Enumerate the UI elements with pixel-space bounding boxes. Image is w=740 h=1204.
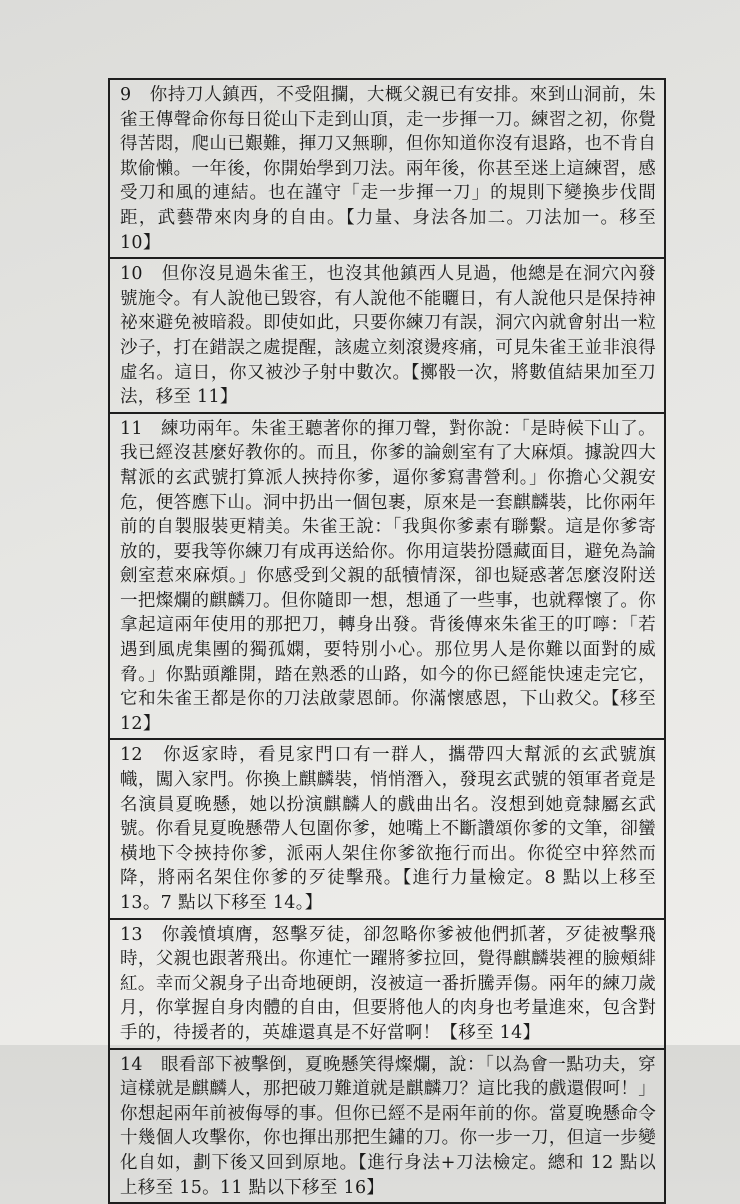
entry-9-text: 9 你持刀人鎮西，不受阻攔，大概父親已有安排。來到山洞前，朱雀王傳聲命你每日從山下走到山頂，走一步揮一刀。練習之初，你覺得苦悶，爬山已艱難，揮刀又無聊，但你知道你沒有退路，也不肯自欺偷懶。一年後，你開始學到刀法。兩年後，你甚至迷上這練習，感受刀和風的連結。也在謹守「走一步揮一刀」的規則下變換步伐間距，武藝帶來肉身的自由。【力量、身法各加二。刀法加一。移至 10】	[120, 85, 656, 253]
entry-13-text: 13 你義憤填膺，怒擊歹徒，卻忽略你爹被他們抓著，歹徒被擊飛時，父親也跟著飛出。你連忙一躍將爹拉回，覺得麒麟裝裡的臉頰緋紅。幸而父親身子出奇地硬朗，沒被這一番折騰弄傷。兩年的練刀歲月，你掌握自身肉體的自由，但要將他人的肉身也考量進來，包含對手的，待援者的，英雄還真是不好當啊！【移至 14】	[120, 924, 656, 1043]
entry-14-text: 14 眼看部下被擊倒，夏晚懸笑得燦爛，說：「以為會一點功夫，穿這樣就是麒麟人，那把破刀難道就是麒麟刀？這比我的戲還假呵！」你想起兩年前被侮辱的事。但你已經不是兩年前的你。當夏晚懸命令十幾個人攻擊你，你也揮出那把生鏽的刀。你一步一刀，但這一步變化自如，劃下後又回到原地。【進行身法+刀法檢定。總和 12 點以上移至 15。11 點以下移至 16】	[120, 1054, 656, 1198]
story-table	[108, 78, 666, 1204]
entry-12-text: 12 你返家時，看見家門口有一群人，攜帶四大幫派的玄武號旗幟，闖入家門。你換上麒麟裝，悄悄潛入，發現玄武號的領軍者竟是名演員夏晚懸，她以扮演麒麟人的戲曲出名。沒想到她竟隸屬玄武號。你看見夏晚懸帶人包圍你爹，她嘴上不斷讚頌你爹的文筆，卻蠻橫地下令挾持你爹，派兩人架住你爹欲拖行而出。你從空中猝然而降，將兩名架住你爹的歹徒擊飛。【進行力量檢定。8 點以上移至 13。7 點以下移至 14。】	[120, 745, 656, 913]
entry-10-text: 10 但你沒見過朱雀王，也沒其他鎮西人見過，他總是在洞穴內發號施令。有人說他已毀容，有人說他不能曬日，有人說他只是保持神祕來避免被暗殺。即使如此，只要你練刀有誤，洞穴內就會射出一粒沙子，打在錯誤之處提醒，該處立刻滾燙疼痛，可見朱雀王並非浪得虛名。這日，你又被沙子射中數次。【擲骰一次，將數值結果加至刀法，移至 11】	[120, 264, 656, 408]
entry-13	[110, 918, 664, 1048]
entry-14	[110, 1048, 664, 1203]
entry-11	[110, 412, 664, 739]
entry-9	[110, 80, 664, 257]
entry-12	[110, 738, 664, 917]
entry-10	[110, 257, 664, 412]
entry-11-text: 11 練功兩年。朱雀王聽著你的揮刀聲，對你說：「是時候下山了。我已經沒甚麼好教你的。而且，你爹的論劍室有了大麻煩。據說四大幫派的玄武號打算派人挾持你爹，逼你爹寫書營利。」你擔心父親安危，便答應下山。洞中扔出一個包裹，原來是一套麒麟裝，比你兩年前的自製服裝更精美。朱雀王說：「我與你爹素有聯繫。這是你爹寄放的，要我等你練刀有成再送給你。你用這裝扮隱藏面目，避免為論劍室惹來麻煩。」你感受到父親的舐犢情深，卻也疑惑著怎麼沒附送一把燦爛的麒麟刀。但你隨即一想，想通了一些事，也就釋懷了。你拿起這兩年使用的那把刀，轉身出發。背後傳來朱雀王的叮嚀：「若遇到風虎集團的獨孤嫻，要特別小心。那位男人是你難以面對的威脅。」你點頭離開，踏在熟悉的山路，如今的你已經能快速走完它，它和朱雀王都是你的刀法啟蒙恩師。你滿懷感恩，下山救父。【移至 12】	[120, 418, 656, 734]
